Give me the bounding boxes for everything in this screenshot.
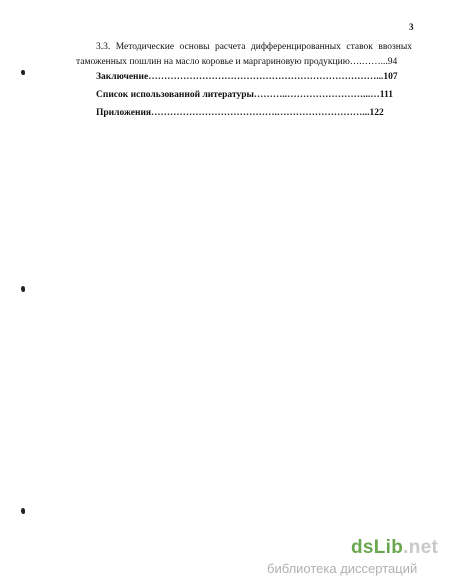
toc-entry-bibliography: Список использованной литературы………..……………………...…111 — [96, 90, 394, 100]
toc-entry-title-line: таможенных пошлин на масло коровье и маргариновую продукцию….……...94 — [76, 57, 398, 67]
watermark-tagline: библиотека диссертаций — [267, 561, 418, 576]
watermark-logo-text: dsLib — [351, 537, 404, 558]
toc-entry-conclusion: Заключение………………………………………………………………...107 — [96, 72, 398, 82]
dslib-watermark — [253, 537, 443, 577]
margin-ink-mark — [21, 286, 25, 292]
toc-entry-3-3 — [76, 42, 412, 67]
watermark-logo-suffix: .net — [403, 537, 439, 558]
page-number: 3 — [409, 22, 414, 32]
margin-ink-mark — [21, 70, 25, 75]
toc-entry-title-line: 3.3. Методические основы расчета дифференцированных ставок ввозных — [96, 42, 412, 52]
margin-ink-mark — [21, 508, 25, 514]
toc-entry-appendices: Приложения………………………………….………………………...122 — [96, 108, 384, 118]
watermark-logo — [351, 537, 438, 559]
